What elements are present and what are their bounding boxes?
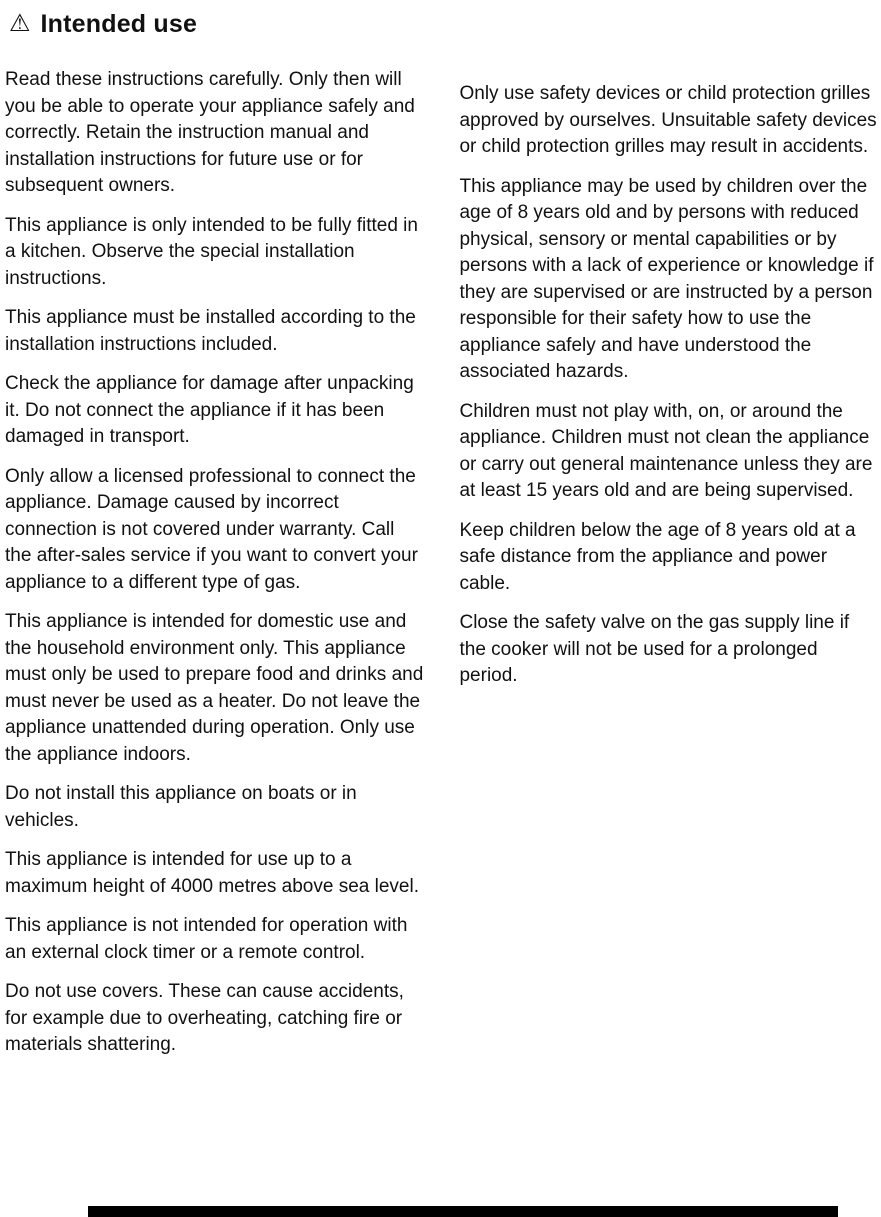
two-column-body bbox=[5, 67, 877, 1072]
paragraph: This appliance is intended for domestic use and the household environment only. This appliance must only be used to prepare food and drinks and must never be used as a heater. Do not leave the appliance unattended during operation. Only use the appliance indoors. bbox=[5, 611, 424, 765]
bottom-divider-bar bbox=[88, 1206, 838, 1217]
right-column bbox=[459, 67, 877, 703]
paragraph: Do not install this appliance on boats or in vehicles. bbox=[5, 783, 357, 831]
paragraph: Children must not play with, on, or around the appliance. Children must not clean the appliance or carry out general maintenance unless they are at least 15 years old and are being supervised. bbox=[459, 400, 873, 501]
paragraph: This appliance may be used by children over the age of 8 years old and by persons with reduced physical, sensory or mental capabilities or by persons with a lack of experience or knowledge if they are supervised or are instructed by a person responsible for their safety how to use the appliance safely and have understood the associated hazards. bbox=[459, 175, 874, 382]
paragraph: This appliance is intended for use up to a maximum height of 4000 metres above sea level. bbox=[5, 849, 419, 897]
page-title: Intended use bbox=[40, 10, 198, 38]
left-column bbox=[5, 67, 425, 1072]
paragraph: Only allow a licensed professional to connect the appliance. Damage caused by incorrect connection is not covered under warranty. Call the after-sales service if you want to convert your appliance to a different type of gas. bbox=[5, 465, 418, 593]
paragraph: Read these instructions carefully. Only then will you be able to operate your appliance safely and correctly. Retain the instruction manual and installation instructions for future use or for subsequent owners. bbox=[5, 69, 415, 196]
warning-icon: ⚠ bbox=[9, 9, 31, 37]
paragraph: Check the appliance for damage after unpacking it. Do not connect the appliance if it has been damaged in transport. bbox=[5, 373, 414, 447]
paragraph: Close the safety valve on the gas supply line if the cooker will not be used for a prolonged period. bbox=[459, 612, 850, 686]
paragraph: This appliance must be installed according to the installation instructions included. bbox=[5, 307, 416, 355]
paragraph: Keep children below the age of 8 years old at a safe distance from the appliance and power cable. bbox=[459, 519, 856, 594]
paragraph: This appliance is not intended for operation with an external clock timer or a remote control. bbox=[5, 915, 408, 963]
paragraph: Do not use covers. These can cause accidents, for example due to overheating, catching fire or materials shattering. bbox=[5, 981, 404, 1055]
paragraph: Only use safety devices or child protection grilles approved by ourselves. Unsuitable safety devices or child protection grilles may result in accidents. bbox=[459, 83, 877, 157]
section-heading bbox=[5, 6, 877, 39]
paragraph: This appliance is only intended to be fully fitted in a kitchen. Observe the special installation instructions. bbox=[5, 214, 418, 289]
